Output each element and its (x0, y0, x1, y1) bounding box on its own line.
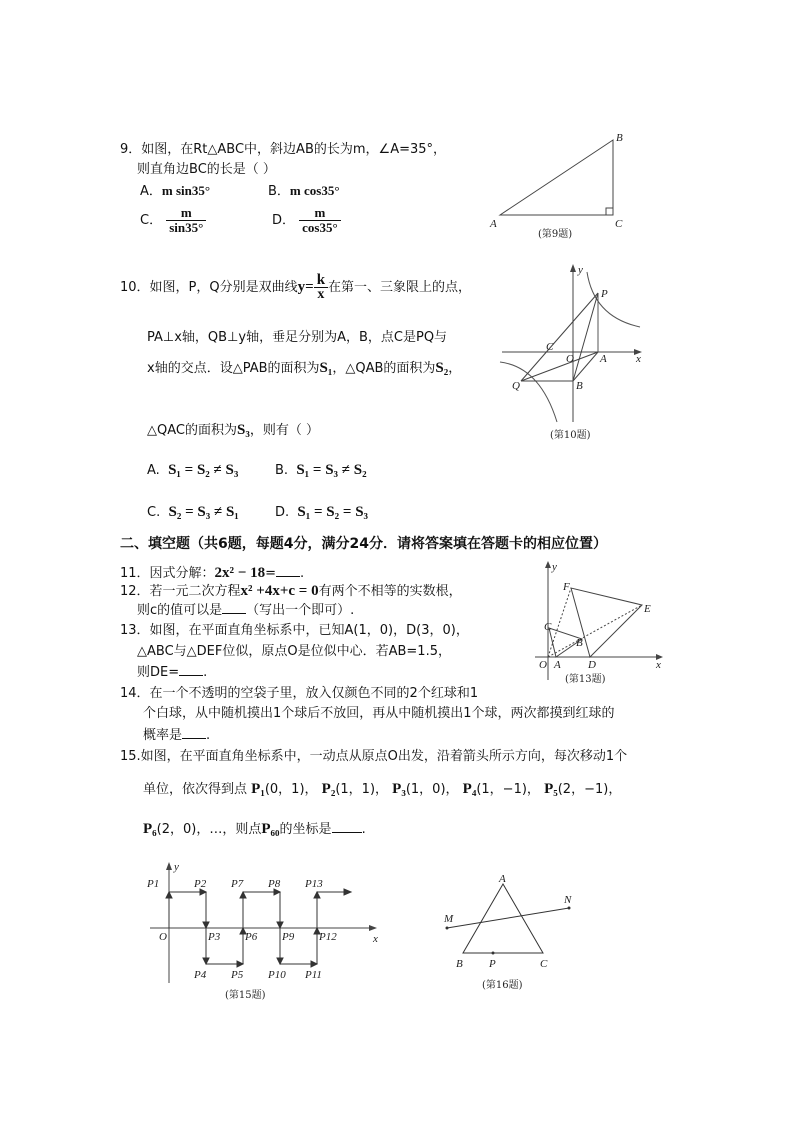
q15-line3: P₆(2，0)，…，则点P₆₀的坐标是 . (143, 821, 366, 837)
point-label: P4 (194, 969, 207, 981)
fraction-k-over-x: $\frac{k}{x}$ (314, 273, 328, 302)
svg-text:x: x (636, 353, 641, 365)
svg-text:B: B (616, 132, 623, 144)
point-label: P2 (194, 878, 207, 890)
svg-text:C: C (540, 958, 548, 970)
arrow-head (203, 958, 209, 964)
option-label: B． (268, 184, 290, 199)
option-value: m sin35° (161, 183, 211, 198)
q12-line1: 12．若一元二次方程x² +4x+c = 0有两个不相等的实数根， (120, 583, 462, 599)
q13-line1: 13．如图，在平面直角坐标系中，已知A(1，0)，D(3，0)， (120, 623, 469, 638)
svg-text:x: x (373, 933, 378, 945)
option-label: C． (140, 213, 163, 228)
q9-line2: 则直角边BC的长是（ ） (137, 162, 276, 177)
q9-option-a[interactable] (140, 182, 210, 201)
svg-text:y: y (578, 264, 583, 276)
point-label: P1 (147, 878, 160, 890)
svg-text:(第10题): (第10题) (550, 430, 591, 441)
q15-line2: 单位，依次得到点 P₁(0，1)， P₂(1，1)， P₃(1，0)， P₄(1，−1)， P₅(2，−1)， (143, 781, 622, 797)
svg-text:y: y (174, 861, 179, 873)
answer-blank[interactable] (332, 820, 362, 833)
q9-line1: 9．如图，在Rt△ABC中，斜边AB的长为m，∠A=35°， (120, 142, 447, 157)
q14-line1: 14．在一个不透明的空袋子里，放入仅颜色不同的2个红球和1 (120, 686, 479, 701)
svg-text:C: C (544, 621, 552, 633)
svg-text:O: O (539, 659, 547, 671)
answer-blank[interactable] (182, 726, 206, 739)
svg-text:F: F (563, 581, 570, 593)
point-label: P5 (231, 969, 244, 981)
svg-text:x: x (656, 659, 661, 671)
q10-option-d[interactable]: D. S₁ = S₂ = S₃ (275, 504, 369, 520)
fraction: $\frac{m}{\cos 35^\circ}$ (299, 206, 341, 235)
answer-blank[interactable] (222, 601, 246, 614)
answer-blank[interactable] (179, 663, 203, 676)
point-label: P10 (268, 969, 286, 981)
figure-q9 (480, 128, 630, 243)
svg-text:E: E (644, 603, 651, 615)
point-label: P13 (305, 878, 323, 890)
q10-option-a[interactable]: A. S₁ = S₂ ≠ S₃ (147, 462, 239, 478)
figure-q13 (520, 560, 670, 690)
q10-line4: △QAC的面积为S₃，则有（ ） (147, 422, 319, 438)
svg-text:D: D (588, 659, 596, 671)
svg-text:(第9题): (第9题) (538, 229, 573, 240)
option-label: A． (140, 184, 162, 199)
point-label: P7 (231, 878, 244, 890)
arrow-head (314, 892, 320, 898)
figure-q10 (490, 262, 650, 444)
q10-option-c[interactable]: C. S₂ = S₃ ≠ S₁ (147, 504, 239, 520)
svg-text:O: O (159, 931, 167, 943)
point-label: P11 (305, 969, 322, 981)
svg-text:O: O (566, 353, 574, 365)
svg-text:Q: Q (512, 380, 520, 392)
q10-line1: 10．如图，P，Q分别是双曲线y= $\frac{k}{x}$ 在第一、三象限上的点， (120, 272, 472, 302)
q14-line2: 个白球，从中随机摸出1个球后不放回，再从中随机摸出1个球，两次都摸到红球的 (143, 706, 615, 721)
section-heading: 二、填空题（共6题，每题4分，满分24分．请将答案填在答题卡的相应位置） (120, 536, 607, 552)
option-label: D． (272, 213, 296, 228)
svg-text:(第16题): (第16题) (482, 980, 523, 991)
q9-option-d[interactable] (272, 206, 341, 236)
svg-text:A: A (490, 218, 497, 230)
svg-text:A: A (499, 873, 506, 885)
svg-text:C: C (615, 218, 623, 230)
arrow-head (203, 922, 209, 928)
svg-text:P: P (489, 958, 496, 970)
q9-option-c[interactable] (140, 206, 206, 236)
q14-line3: 概率是 . (143, 728, 211, 743)
q13-line2: △ABC与△DEF位似，原点O是位似中心．若AB=1.5， (137, 644, 451, 659)
point-label: P9 (282, 931, 295, 943)
svg-text:B: B (576, 637, 583, 649)
point-label: P6 (245, 931, 258, 943)
svg-text:A: A (600, 353, 607, 365)
q12-line2: 则c的值可以是 （写出一个即可）. (137, 603, 355, 618)
q10-line3: x轴的交点．设△PAB的面积为S₁，△QAB的面积为S₂， (147, 360, 462, 376)
svg-text:B: B (576, 380, 583, 392)
svg-text:N: N (564, 894, 572, 906)
q11: 11．因式分解：2x² − 18= . (120, 565, 305, 581)
svg-text:B: B (456, 958, 463, 970)
arrow-head (240, 892, 246, 898)
svg-text:y: y (552, 561, 557, 573)
svg-text:P: P (601, 288, 608, 300)
arrow-head (311, 961, 317, 967)
svg-text:C: C (546, 341, 554, 353)
q10-option-b[interactable]: B. S₁ = S₃ ≠ S₂ (275, 462, 367, 478)
figure-q15 (145, 858, 385, 1003)
q10-line2: PA⊥x轴，QB⊥y轴，垂足分别为A，B，点C是PQ与 (147, 330, 448, 345)
q9-option-b[interactable] (268, 182, 340, 201)
q15-line1: 15.如图，在平面直角坐标系中，一动点从原点O出发，沿着箭头所示方向，每次移动1个 (120, 749, 628, 764)
answer-blank[interactable] (276, 564, 300, 577)
arrow-head (277, 922, 283, 928)
svg-text:(第13题): (第13题) (565, 674, 606, 685)
point-label: P12 (319, 931, 337, 943)
svg-text:A: A (554, 659, 561, 671)
point-label: P3 (208, 931, 221, 943)
arrow-head (277, 958, 283, 964)
q13-line3: 则DE= . (137, 665, 208, 680)
figure-q16 (440, 870, 580, 995)
svg-text:M: M (444, 913, 454, 925)
arrow-head (237, 961, 243, 967)
point-label: P8 (268, 878, 281, 890)
fraction: $\frac{m}{\sin 35^\circ}$ (166, 206, 206, 235)
option-value: m cos35° (289, 183, 340, 198)
arrow-head (166, 892, 172, 898)
svg-text:(第15题): (第15题) (225, 990, 266, 1001)
